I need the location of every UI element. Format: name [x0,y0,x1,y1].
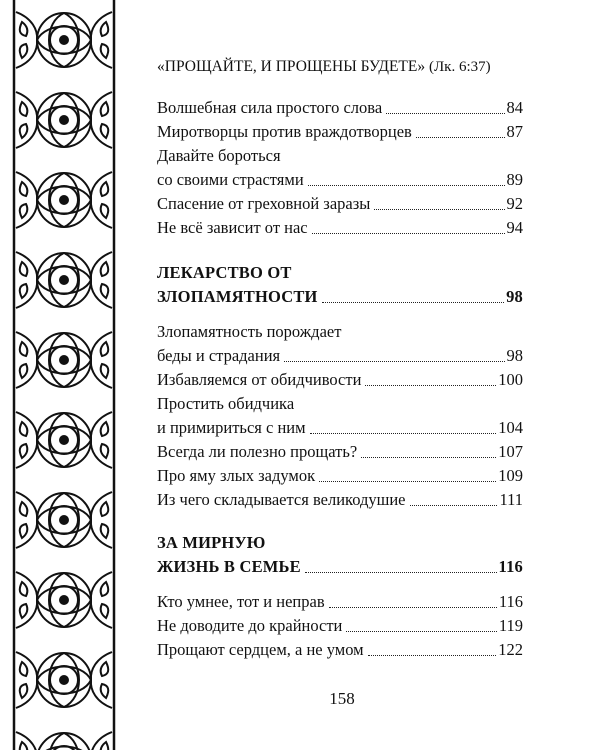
toc-entry[interactable]: Миротворцы против враждотворцев 87 [157,122,523,141]
toc-entry-line: Злопамятность порождает [157,322,342,341]
toc-entry[interactable]: Не всё зависит от нас 94 [157,218,523,237]
toc-entry-line: Простить обидчика [157,394,295,413]
toc-group [157,590,523,662]
toc-entry[interactable]: Из чего складывается великодушие 111 [157,490,523,509]
toc-entry[interactable]: Всегда ли полезно прощать? 107 [157,442,523,461]
section-heading-line: ЛЕКАРСТВО ОТ [157,263,292,282]
toc-entry[interactable]: Не доводите до крайности 119 [157,616,523,635]
section-heading-line: ЗА МИРНУЮ [157,533,266,552]
toc-entry[interactable]: беды и страдания 98 [157,346,523,365]
celtic-vine-border-icon [8,0,120,750]
toc-entry[interactable]: со своими страстями 89 [157,170,523,189]
toc-entry[interactable]: Прощают сердцем, а не умом 122 [157,640,523,659]
section-heading[interactable] [157,261,523,309]
section-heading-entry: ЖИЗНЬ В СЕМЬЕ 116 [157,557,523,576]
toc-entry[interactable]: Спасение от греховной заразы 92 [157,194,523,213]
chapter-reference: (Лк. 6:37) [428,59,491,75]
page-number: 158 [329,689,355,708]
chapter-title: «ПРОЩАЙТЕ, И ПРОЩЕНЫ БУДЕТЕ» [157,58,426,75]
toc-entry[interactable]: Волшебная сила простого слова 84 [157,98,523,117]
section-heading[interactable] [157,531,523,579]
toc-entry[interactable]: Кто умнее, тот и неправ 116 [157,592,523,611]
toc-group [157,96,523,240]
toc-group [157,320,523,512]
toc-entry[interactable]: Про яму злых задумок 109 [157,466,523,485]
toc-entry-line: Давайте бороться [157,146,281,165]
toc-entry[interactable]: Избавляемся от обидчивости 100 [157,370,523,389]
contents-page [157,0,527,750]
chapter-header [157,58,527,76]
toc-entry[interactable]: и примириться с ним 104 [157,418,523,437]
section-heading-entry: ЗЛОПАМЯТНОСТИ 98 [157,287,523,306]
